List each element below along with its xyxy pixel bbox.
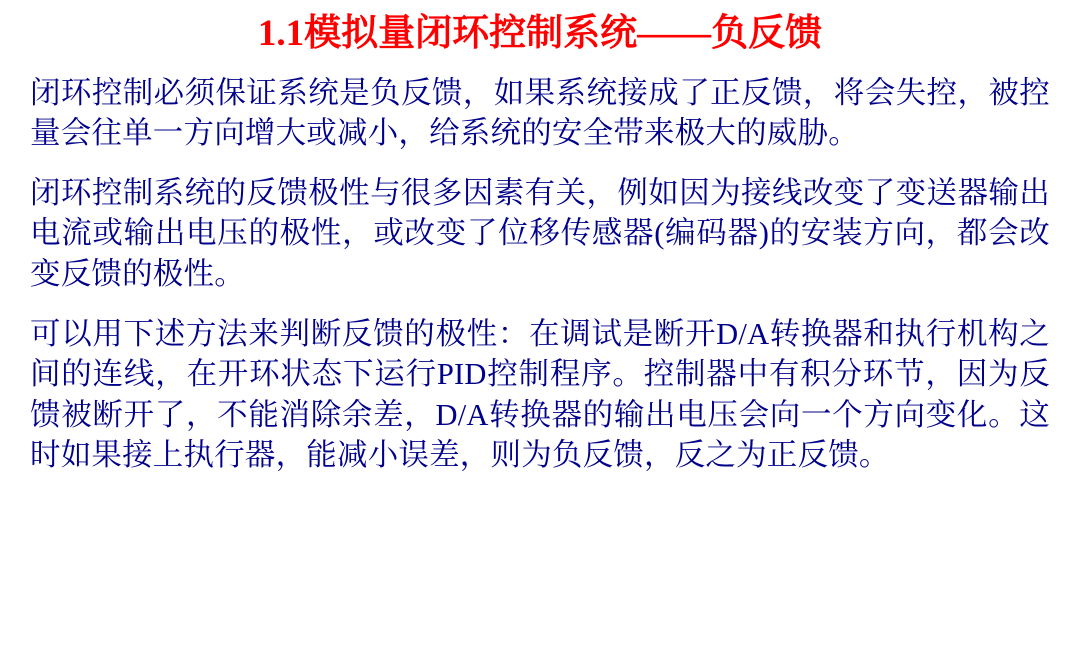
title-dash: —— <box>637 13 712 54</box>
paragraph-3: 可以用下述方法来判断反馈的极性：在调试是断开D/A转换器和执行机构之间的连线，在开环状态下运行PID控制程序。控制器中有积分环节，因为反馈被断开了，不能消除余差，D/A转换器的输出电压会向一个方向变化。这时如果接上执行器，能减小误差，则为负反馈，反之为正反馈。 <box>30 316 1050 473</box>
title-number: 1.1 <box>257 13 305 54</box>
title-main-text: 模拟量闭环控制系统 <box>304 13 638 54</box>
paragraph-1: 闭环控制必须保证系统是负反馈，如果系统接成了正反馈，将会失控，被控量会往单一方向增大或减小，给系统的安全带来极大的威胁。 <box>30 75 1050 151</box>
page-title <box>30 14 1050 55</box>
title-tail-text: 负反馈 <box>711 13 823 54</box>
paragraph-2: 闭环控制系统的反馈极性与很多因素有关，例如因为接线改变了变送器输出电流或输出电压的极性，或改变了位移传感器(编码器)的安装方向，都会改变反馈的极性。 <box>30 175 1050 291</box>
